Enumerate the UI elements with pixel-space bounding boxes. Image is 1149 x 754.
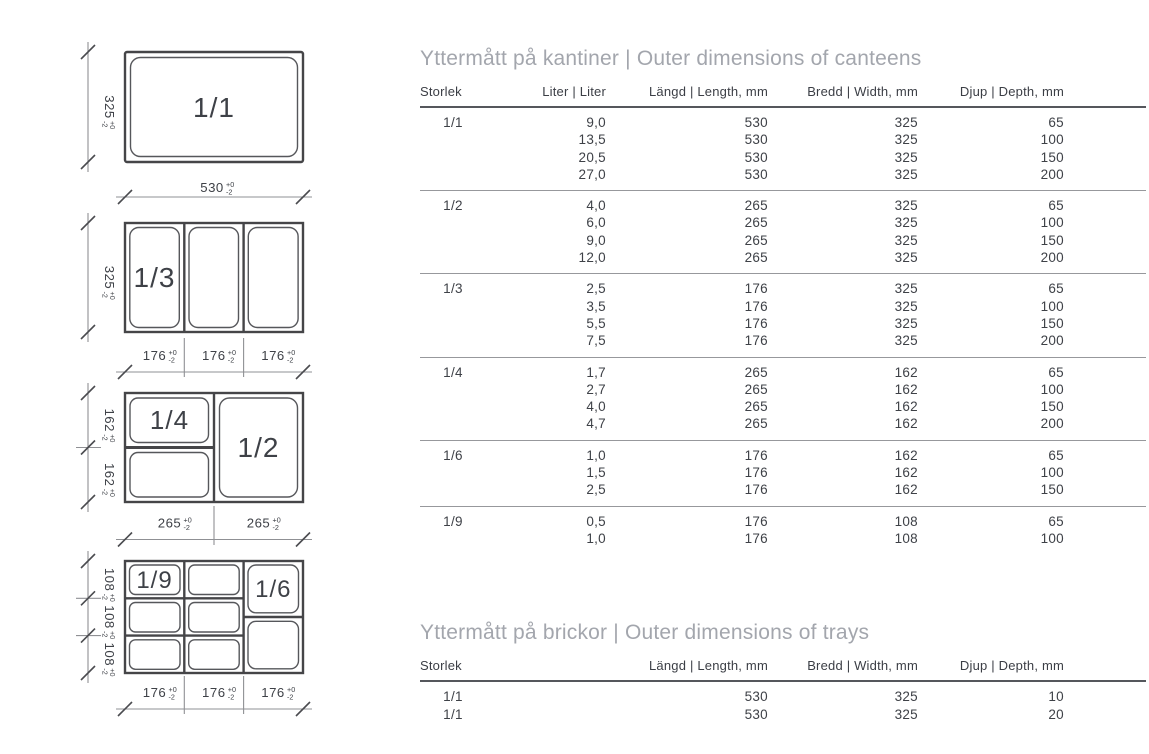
column-header-liter: Liter | Liter [542,84,606,99]
table-row [420,232,1146,249]
liter-value: 2,5 [586,482,606,498]
depth-value: 100 [1040,465,1064,481]
dim-tol-plus: +0 [108,488,117,497]
depth-value: 65 [1048,198,1064,214]
depth-value: 200 [1040,250,1064,266]
dim-value: 176 [261,685,285,700]
width-value: 108 [894,530,918,546]
length-value: 176 [744,281,768,297]
depth-value: 20 [1048,706,1064,722]
table-row [420,706,1146,730]
liter-value: 5,5 [586,315,606,331]
table-row [420,332,1146,357]
dim-tol-minus: -2 [227,355,235,365]
dim-tol-plus: +0 [108,631,117,640]
dim-tol-plus: +0 [227,685,237,694]
liter-value: 1,7 [586,364,606,380]
dim-value: 108 [102,642,117,667]
pan-size-label: 1/1 [193,92,235,123]
depth-value: 150 [1040,315,1064,331]
dim-label [101,643,118,677]
length-value: 530 [744,132,768,148]
column-header-djup: Djup | Depth, mm [959,658,1064,674]
liter-value: 1,0 [586,530,606,546]
table-row [420,249,1146,274]
width-value: 325 [894,281,918,297]
length-value: 265 [744,250,768,266]
liter-value: 12,0 [578,250,606,266]
depth-value: 65 [1048,447,1064,463]
liter-value: 13,5 [578,132,606,148]
size-label: 1/6 [443,447,463,463]
dim-tol-plus: +0 [168,685,177,694]
dim-value: 162 [102,462,117,487]
dim-label [247,516,281,533]
trays-rows [420,681,1146,730]
liter-value: 9,0 [586,232,606,248]
width-value: 325 [894,115,918,130]
table-row [420,481,1146,506]
length-value: 176 [744,298,768,314]
column-header-storlek: Storlek [420,84,462,99]
dim-tol-plus: +0 [168,348,177,357]
length-value: 176 [744,482,768,498]
dim-label [101,463,118,497]
dim-tol-plus: +0 [108,434,117,443]
dim-label [101,266,118,300]
column-header-spacer [1064,85,1146,107]
liter-value: 0,5 [586,513,606,529]
width-value: 162 [894,465,918,481]
size-label: 1/2 [443,198,463,214]
table-row [420,298,1146,315]
length-value: 176 [744,513,768,529]
dim-tol-minus: -2 [287,692,294,702]
width-value: 108 [894,513,918,529]
table-row [420,149,1146,166]
table-row [420,274,1146,298]
dim-tol-plus: +0 [287,348,296,357]
dim-label [101,95,118,129]
table-row [420,381,1146,398]
side-dimension [76,551,117,683]
length-value: 265 [744,381,768,397]
dim-value: 530 [200,180,224,195]
size-group-1-3 [420,274,1146,357]
table-row [420,464,1146,481]
table-row [420,357,1146,381]
size-label: 1/3 [443,281,463,297]
width-value: 325 [894,232,918,248]
size-group-1-4 [420,357,1146,440]
liter-value: 1,0 [586,447,606,463]
depth-value: 100 [1040,381,1064,397]
dim-value: 176 [142,685,167,700]
dim-tol-minus: -2 [100,488,110,496]
dim-value: 176 [261,348,285,363]
dim-tol-minus: -2 [287,355,294,365]
liter-value: 3,5 [586,298,606,314]
diagram-pan-1-3 [81,213,312,379]
pan-size-label: 1/2 [237,432,280,463]
dim-tol-plus: +0 [226,180,235,189]
dim-label [143,348,177,365]
depth-value: 200 [1040,416,1064,432]
depth-value: 100 [1040,215,1064,231]
trays-section-title: Yttermått på brickor | Outer dimensions of trays [420,621,870,645]
length-value: 265 [744,215,768,231]
size-label: 1/1 [443,706,463,722]
depth-value: 200 [1040,166,1064,182]
depth-value: 10 [1048,689,1064,705]
width-value: 325 [894,689,918,705]
dim-label [202,348,236,365]
column-header-langd: Längd | Length, mm [649,84,768,99]
pan-size-label: 1/6 [255,576,292,603]
table-row [420,166,1146,191]
table-row [420,191,1146,215]
column-header-langd: Längd | Length, mm [649,658,768,674]
dim-label [143,685,177,702]
dim-tol-minus: -2 [100,121,110,128]
dim-label [101,408,118,442]
liter-value: 2,7 [586,381,606,397]
width-value: 325 [894,315,918,331]
divider-lines [184,223,243,332]
bottom-dimension [116,180,312,204]
canteens-table [420,85,1146,554]
length-value: 265 [744,198,768,214]
bottom-dimension [116,506,312,547]
liter-value: 9,0 [586,115,606,130]
width-value: 325 [894,250,918,266]
dim-tol-minus: -2 [272,523,279,532]
dim-tol-minus: -2 [168,692,175,702]
dim-tol-minus: -2 [227,692,235,702]
liter-value: 4,0 [586,198,606,214]
pan-diagrams [0,0,360,754]
pan-size-label: 1/4 [149,405,190,435]
depth-value: 150 [1040,232,1064,248]
table-row [420,107,1146,131]
table-row [420,214,1146,231]
width-value: 162 [894,416,918,432]
dim-value: 325 [102,265,117,290]
dim-tol-plus: +0 [287,685,296,694]
canteens-section-title: Yttermått på kantiner | Outer dimensions of canteens [420,47,922,70]
length-value: 176 [744,333,768,349]
trays-table [420,659,1146,730]
depth-value: 150 [1040,399,1064,415]
dim-tol-minus: -2 [100,631,110,638]
dim-value: 176 [202,348,226,363]
side-dimension [81,213,117,342]
liter-value: 4,0 [586,399,606,415]
width-value: 325 [894,215,918,231]
size-label: 1/4 [443,364,463,380]
width-value: 325 [894,198,918,214]
column-header-bredd: Bredd | Width, mm [807,658,918,674]
diagram-pan-1-1 [81,42,312,204]
table-row [420,131,1146,148]
length-value: 530 [744,689,768,705]
table-header-row [420,85,1146,107]
dim-tol-plus: +0 [108,291,117,300]
dim-tol-plus: +0 [227,348,237,357]
width-value: 162 [894,482,918,498]
dim-tol-minus: -2 [100,593,110,601]
table-header-row [420,659,1146,681]
column-header-storlek: Storlek [420,658,462,674]
table-row [420,415,1146,440]
dim-value: 176 [202,685,226,700]
liter-value: 20,5 [578,149,606,165]
length-value: 530 [744,115,768,130]
dim-tol-minus: -2 [100,668,110,675]
liter-value: 4,7 [586,416,606,432]
dim-tol-minus: -2 [168,355,175,365]
dim-value: 265 [157,515,182,531]
size-label: 1/9 [443,513,463,529]
depth-value: 150 [1040,482,1064,498]
width-value: 325 [894,132,918,148]
dim-tol-plus: +0 [108,593,117,602]
length-value: 176 [744,465,768,481]
length-value: 176 [744,315,768,331]
dim-label [261,348,295,365]
diagram-pan-1-4-1-2 [76,383,312,547]
table-row [420,681,1146,705]
dim-tol-plus: +0 [183,515,192,525]
width-value: 162 [894,364,918,380]
depth-value: 65 [1048,115,1064,130]
dim-value: 108 [102,605,117,629]
width-value: 162 [894,447,918,463]
depth-value: 65 [1048,513,1064,529]
length-value: 176 [744,530,768,546]
dim-label [202,685,236,702]
dim-tol-minus: -2 [100,291,110,298]
dim-value: 176 [142,348,167,363]
column-header-spacer [1064,659,1146,681]
tables-panel [420,0,1146,730]
table-row [420,315,1146,332]
length-value: 530 [744,706,768,722]
dim-label [101,605,118,639]
size-group-1-6 [420,440,1146,506]
length-value: 265 [744,416,768,432]
dim-tol-minus: -2 [183,523,190,532]
depth-value: 65 [1048,281,1064,297]
pan-size-label: 1/3 [133,262,176,293]
size-group-1-9 [420,506,1146,554]
width-value: 325 [894,333,918,349]
width-value: 325 [894,298,918,314]
diagram-pan-1-9-1-6 [76,551,312,716]
size-group-1-1 [420,107,1146,191]
dim-value: 108 [102,567,117,592]
table-row [420,530,1146,554]
table-row [420,398,1146,415]
depth-value: 100 [1040,298,1064,314]
table-row [420,440,1146,464]
dim-tol-plus: +0 [108,668,117,677]
liter-value: 1,5 [586,465,606,481]
width-value: 325 [894,149,918,165]
depth-value: 65 [1048,364,1064,380]
width-value: 162 [894,381,918,397]
column-header-djup: Djup | Depth, mm [959,84,1064,99]
column-header-bredd: Bredd | Width, mm [807,84,918,99]
depth-value: 100 [1040,132,1064,148]
dim-tol-minus: -2 [226,187,233,197]
width-value: 325 [894,706,918,722]
dim-value: 325 [102,95,117,119]
size-label: 1/1 [443,689,463,705]
depth-value: 100 [1040,530,1064,546]
length-value: 265 [744,232,768,248]
side-dimension [76,383,117,512]
side-dimension [81,42,117,172]
dim-value: 162 [102,408,117,432]
dim-tol-plus: +0 [272,515,281,525]
table-row [420,506,1146,530]
depth-value: 150 [1040,149,1064,165]
liter-value: 2,5 [586,281,606,297]
length-value: 530 [744,166,768,182]
bottom-dimension [116,676,312,716]
bottom-dimension [116,338,312,379]
dim-label [200,180,234,197]
dim-tol-plus: +0 [108,121,117,130]
pan-size-label: 1/9 [136,567,173,594]
length-value: 265 [744,364,768,380]
dim-label [261,685,295,702]
size-group-1-2 [420,191,1146,274]
length-value: 176 [744,447,768,463]
liter-value: 6,0 [586,215,606,231]
liter-value: 7,5 [586,333,606,349]
width-value: 162 [894,399,918,415]
length-value: 530 [744,149,768,165]
size-label: 1/1 [443,115,463,130]
dim-label [101,568,118,602]
liter-value: 27,0 [578,166,606,182]
dim-label [158,516,192,533]
length-value: 265 [744,399,768,415]
depth-value: 200 [1040,333,1064,349]
dim-tol-minus: -2 [100,434,110,441]
dim-value: 265 [246,515,271,531]
width-value: 325 [894,166,918,182]
